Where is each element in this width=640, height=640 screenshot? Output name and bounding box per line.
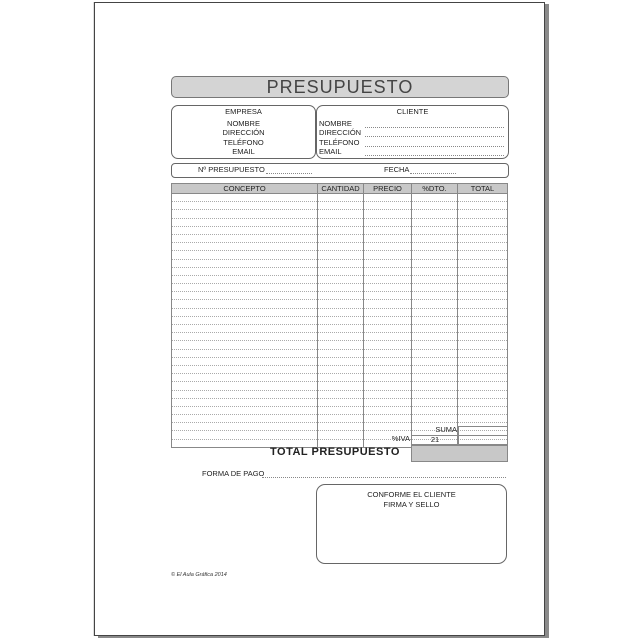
table-cell[interactable] [172, 431, 318, 439]
empresa-field-email: EMAIL [232, 147, 255, 156]
table-cell[interactable] [458, 406, 508, 414]
table-cell[interactable] [172, 234, 318, 242]
table-cell[interactable] [412, 226, 458, 234]
table-cell[interactable] [172, 341, 318, 349]
column-header-cantidad: CANTIDAD [318, 184, 364, 194]
table-cell[interactable] [458, 194, 508, 202]
table-cell[interactable] [458, 398, 508, 406]
table-cell[interactable] [458, 382, 508, 390]
iva-label: %IVA [391, 434, 410, 443]
table-cell[interactable] [412, 325, 458, 333]
conforme-line2: FIRMA Y SELLO [383, 499, 440, 509]
table-cell[interactable] [412, 202, 458, 210]
table-cell[interactable] [458, 390, 508, 398]
cliente-field-direccion: DIRECCIÓN [319, 128, 362, 137]
table-cell[interactable] [364, 374, 412, 382]
table-cell[interactable] [318, 308, 364, 316]
table-cell[interactable] [364, 300, 412, 308]
table-cell[interactable] [318, 349, 364, 357]
table-cell[interactable] [458, 349, 508, 357]
table-cell[interactable] [412, 234, 458, 242]
table-cell[interactable] [172, 308, 318, 316]
table-cell[interactable] [458, 316, 508, 324]
table-row [172, 292, 508, 300]
column-header-precio: PRECIO [364, 184, 412, 194]
table-cell[interactable] [172, 284, 318, 292]
table-cell[interactable] [364, 398, 412, 406]
footer-copyright: © El Aula Gráfica 2014 [171, 572, 227, 578]
table-cell[interactable] [318, 374, 364, 382]
table-row [172, 333, 508, 341]
table-row [172, 284, 508, 292]
fecha-label: FECHA [384, 165, 410, 174]
table-cell[interactable] [412, 194, 458, 202]
table-row [172, 275, 508, 283]
table-cell[interactable] [458, 415, 508, 423]
table-cell[interactable] [458, 308, 508, 316]
table-cell[interactable] [412, 218, 458, 226]
table-cell[interactable] [458, 267, 508, 275]
table-cell[interactable] [172, 194, 318, 202]
table-cell[interactable] [172, 316, 318, 324]
table-cell[interactable] [172, 374, 318, 382]
table-cell[interactable] [412, 382, 458, 390]
table-cell[interactable] [318, 202, 364, 210]
table-cell[interactable] [412, 341, 458, 349]
table-cell[interactable] [364, 267, 412, 275]
table-row [172, 341, 508, 349]
table-cell[interactable] [458, 210, 508, 218]
table-row [172, 365, 508, 373]
table-row [172, 415, 508, 423]
table-cell[interactable] [412, 251, 458, 259]
table-cell[interactable] [318, 390, 364, 398]
table-cell[interactable] [364, 406, 412, 414]
table-row [172, 325, 508, 333]
table-cell[interactable] [172, 406, 318, 414]
suma-label: SUMA [435, 425, 457, 434]
table-cell[interactable] [412, 398, 458, 406]
table-row [172, 243, 508, 251]
table-cell[interactable] [172, 226, 318, 234]
table-cell[interactable] [318, 365, 364, 373]
table-cell[interactable] [318, 251, 364, 259]
table-cell[interactable] [318, 357, 364, 365]
total-presupuesto-cell[interactable] [411, 445, 508, 462]
table-cell[interactable] [458, 226, 508, 234]
table-cell[interactable] [412, 210, 458, 218]
table-cell[interactable] [318, 292, 364, 300]
forma-pago-line[interactable] [262, 470, 506, 478]
table-cell[interactable] [172, 365, 318, 373]
table-cell[interactable] [364, 226, 412, 234]
table-cell[interactable] [318, 398, 364, 406]
conforme-box[interactable] [316, 484, 507, 564]
items-header-row [172, 184, 508, 194]
table-cell[interactable] [412, 300, 458, 308]
table-cell[interactable] [318, 316, 364, 324]
table-cell[interactable] [364, 390, 412, 398]
table-cell[interactable] [412, 292, 458, 300]
table-cell[interactable] [458, 243, 508, 251]
table-cell[interactable] [172, 267, 318, 275]
cliente-field-telefono: TELÉFONO [319, 137, 360, 147]
cliente-email-line[interactable] [365, 147, 504, 156]
table-cell[interactable] [412, 267, 458, 275]
meta-box [171, 163, 509, 178]
table-row [172, 210, 508, 218]
empresa-header: EMPRESA [225, 107, 262, 116]
table-cell[interactable] [412, 333, 458, 341]
table-cell[interactable] [458, 202, 508, 210]
table-row [172, 357, 508, 365]
table-cell[interactable] [364, 194, 412, 202]
table-row [172, 374, 508, 382]
table-cell[interactable] [458, 292, 508, 300]
table-cell[interactable] [318, 267, 364, 275]
table-cell[interactable] [318, 300, 364, 308]
table-cell[interactable] [172, 275, 318, 283]
table-cell[interactable] [318, 284, 364, 292]
table-cell[interactable] [458, 333, 508, 341]
cliente-header: CLIENTE [396, 107, 429, 116]
table-cell[interactable] [172, 251, 318, 259]
empresa-box [171, 105, 316, 159]
table-cell[interactable] [172, 292, 318, 300]
cliente-box [316, 105, 509, 159]
forma-pago-label: FORMA DE PAGO [202, 469, 265, 478]
table-cell[interactable] [412, 390, 458, 398]
table-cell[interactable] [364, 292, 412, 300]
cliente-nombre-line[interactable] [365, 119, 504, 128]
table-cell[interactable] [364, 308, 412, 316]
table-row [172, 300, 508, 308]
table-row [172, 390, 508, 398]
table-cell[interactable] [364, 251, 412, 259]
iva-amount-cell[interactable] [458, 435, 508, 445]
table-cell[interactable] [318, 259, 364, 267]
table-cell[interactable] [458, 374, 508, 382]
table-row [172, 349, 508, 357]
table-cell[interactable] [412, 243, 458, 251]
table-cell[interactable] [318, 210, 364, 218]
table-cell[interactable] [172, 390, 318, 398]
fecha-line[interactable] [410, 166, 456, 174]
table-cell[interactable] [172, 357, 318, 365]
table-cell[interactable] [318, 415, 364, 423]
table-cell[interactable] [318, 218, 364, 226]
table-cell[interactable] [412, 316, 458, 324]
table-cell[interactable] [412, 275, 458, 283]
table-cell[interactable] [364, 415, 412, 423]
cliente-field-nombre: NOMBRE [319, 118, 352, 128]
table-cell[interactable] [172, 210, 318, 218]
document-title: PRESUPUESTO [171, 76, 509, 98]
table-cell[interactable] [364, 349, 412, 357]
table-row [172, 316, 508, 324]
table-cell[interactable] [364, 275, 412, 283]
table-row [172, 251, 508, 259]
table-row [172, 267, 508, 275]
table-cell[interactable] [172, 259, 318, 267]
items-body [172, 194, 508, 448]
table-cell[interactable] [364, 333, 412, 341]
table-row [172, 398, 508, 406]
table-cell[interactable] [318, 431, 364, 439]
cliente-direccion-line[interactable] [365, 128, 504, 137]
table-cell[interactable] [172, 382, 318, 390]
table-cell[interactable] [364, 259, 412, 267]
items-table [171, 183, 508, 448]
table-cell[interactable] [412, 284, 458, 292]
conforme-line1: CONFORME EL CLIENTE [367, 490, 456, 499]
table-cell[interactable] [412, 357, 458, 365]
table-cell[interactable] [318, 406, 364, 414]
table-cell[interactable] [318, 194, 364, 202]
empresa-field-telefono: TELÉFONO [223, 137, 264, 147]
table-cell[interactable] [412, 365, 458, 373]
table-cell[interactable] [364, 382, 412, 390]
column-header-concepto: CONCEPTO [172, 184, 318, 194]
column-header-total: TOTAL [458, 184, 508, 194]
empresa-field-nombre: NOMBRE [227, 118, 260, 128]
table-cell[interactable] [458, 365, 508, 373]
table-cell[interactable] [364, 341, 412, 349]
cliente-telefono-line[interactable] [365, 138, 504, 147]
numero-label: Nº PRESUPUESTO [198, 165, 265, 174]
iva-value-cell[interactable]: 21 [411, 435, 459, 445]
table-row [172, 218, 508, 226]
table-cell[interactable] [318, 226, 364, 234]
table-cell[interactable] [412, 349, 458, 357]
table-row [172, 382, 508, 390]
table-cell[interactable] [458, 251, 508, 259]
table-cell[interactable] [364, 202, 412, 210]
table-row [172, 202, 508, 210]
table-cell[interactable] [172, 349, 318, 357]
table-cell[interactable] [172, 423, 318, 431]
table-cell[interactable] [172, 333, 318, 341]
table-cell[interactable] [364, 243, 412, 251]
table-cell[interactable] [412, 374, 458, 382]
table-cell[interactable] [318, 382, 364, 390]
table-cell[interactable] [172, 415, 318, 423]
table-cell[interactable] [412, 415, 458, 423]
table-cell[interactable] [458, 341, 508, 349]
table-cell[interactable] [364, 218, 412, 226]
table-cell[interactable] [318, 243, 364, 251]
table-cell[interactable] [364, 423, 412, 431]
table-cell[interactable] [364, 284, 412, 292]
table-cell[interactable] [458, 357, 508, 365]
table-cell[interactable] [172, 218, 318, 226]
table-cell[interactable] [172, 202, 318, 210]
table-cell[interactable] [318, 341, 364, 349]
table-cell[interactable] [364, 234, 412, 242]
cliente-field-email: EMAIL [319, 147, 342, 156]
table-cell[interactable] [172, 325, 318, 333]
numero-line[interactable] [266, 166, 312, 174]
table-cell[interactable] [318, 325, 364, 333]
table-cell[interactable] [318, 333, 364, 341]
table-cell[interactable] [172, 398, 318, 406]
table-cell[interactable] [172, 300, 318, 308]
table-cell[interactable] [318, 423, 364, 431]
table-cell[interactable] [458, 259, 508, 267]
table-row [172, 194, 508, 202]
table-cell[interactable] [364, 316, 412, 324]
table-cell[interactable] [458, 325, 508, 333]
total-presupuesto-label: TOTAL PRESUPUESTO [270, 446, 400, 458]
table-cell[interactable] [364, 210, 412, 218]
table-row [172, 308, 508, 316]
table-row [172, 226, 508, 234]
table-cell[interactable] [172, 243, 318, 251]
table-cell[interactable] [318, 234, 364, 242]
table-cell[interactable] [458, 284, 508, 292]
table-cell[interactable] [412, 259, 458, 267]
table-cell[interactable] [458, 218, 508, 226]
table-row [172, 259, 508, 267]
table-cell[interactable] [412, 308, 458, 316]
table-cell[interactable] [412, 406, 458, 414]
table-cell[interactable] [458, 234, 508, 242]
table-row [172, 406, 508, 414]
table-cell[interactable] [318, 275, 364, 283]
table-cell[interactable] [458, 275, 508, 283]
table-cell[interactable] [364, 365, 412, 373]
table-row [172, 234, 508, 242]
empresa-field-direccion: DIRECCIÓN [222, 128, 265, 137]
table-cell[interactable] [458, 300, 508, 308]
table-cell[interactable] [364, 325, 412, 333]
column-header-dto: %DTO. [412, 184, 458, 194]
table-cell[interactable] [364, 357, 412, 365]
